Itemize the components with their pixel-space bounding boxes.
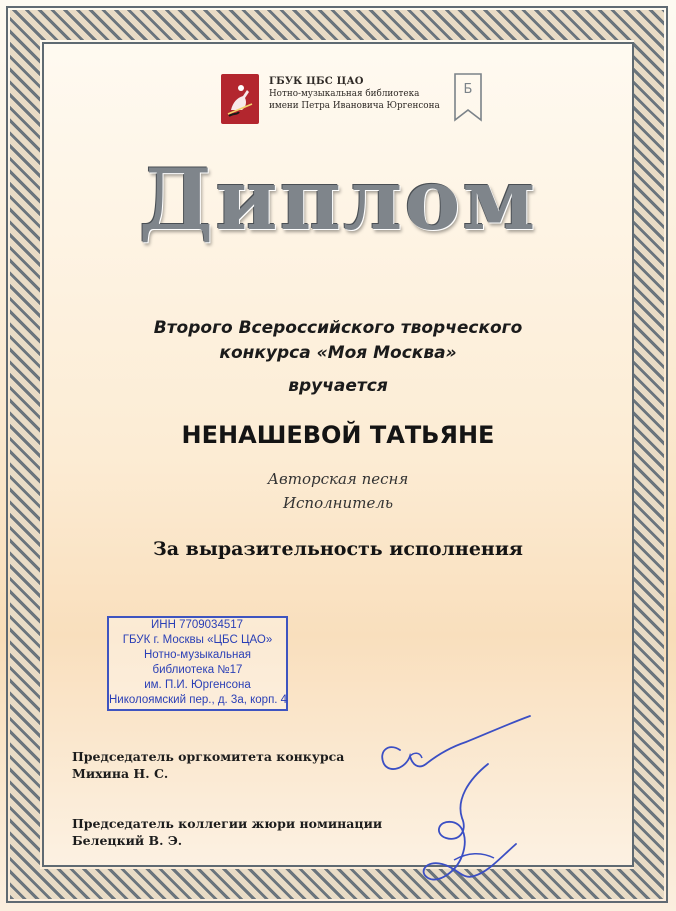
stamp-inn: ИНН 7709034517 [151,619,244,631]
organisation-name [269,76,440,112]
stamp-lib3: им. П.И. Юргенсона [144,679,251,691]
awarded-text: вручается [288,376,388,396]
nomination [0,467,676,515]
contest-line1: Второго Всероссийского творческого [153,318,523,338]
library-name-line2: имени Петра Ивановича Юргенсона [269,101,440,111]
org-short-name: ГБУК ЦБС ЦАО [269,76,364,87]
award-text: За выразительность исполнения [153,538,523,560]
contest-line2: конкурса «Моя Москва» [219,343,457,363]
signatory-2 [72,815,382,849]
signatory-1 [72,748,344,782]
stamp-lib2: библиотека №17 [152,664,243,676]
signatory-2-name: Белецкий В. Э. [72,833,183,848]
signature-2 [398,760,528,900]
stamp-address: Николоямский пер., д. 3а, корп. 4 [109,694,288,706]
stamp-lib1: Нотно-музыкальная [144,649,251,661]
contest-name [0,316,676,366]
st-george-icon [225,80,255,118]
signatory-1-name: Михина Н. С. [72,766,169,781]
diploma-title: Диплом [138,150,538,249]
bookmark-icon [451,72,485,124]
moscow-coat-of-arms-icon [221,74,259,124]
bookmark-letter: Б [463,82,473,97]
signatory-2-position: Председатель коллегии жюри номинации [72,816,383,831]
nomination-category: Авторская песня [267,470,409,488]
library-name-line1: Нотно-музыкальная библиотека [269,89,420,99]
organisation-stamp [107,616,288,711]
signatory-1-position: Председатель оргкомитета конкурса [72,749,345,764]
header [221,72,491,128]
stamp-org: ГБУК г. Москвы «ЦБС ЦАО» [122,634,273,646]
recipient-name: НЕНАШЕВОЙ ТАТЬЯНЕ [181,421,495,449]
nomination-role: Исполнитель [282,494,394,512]
